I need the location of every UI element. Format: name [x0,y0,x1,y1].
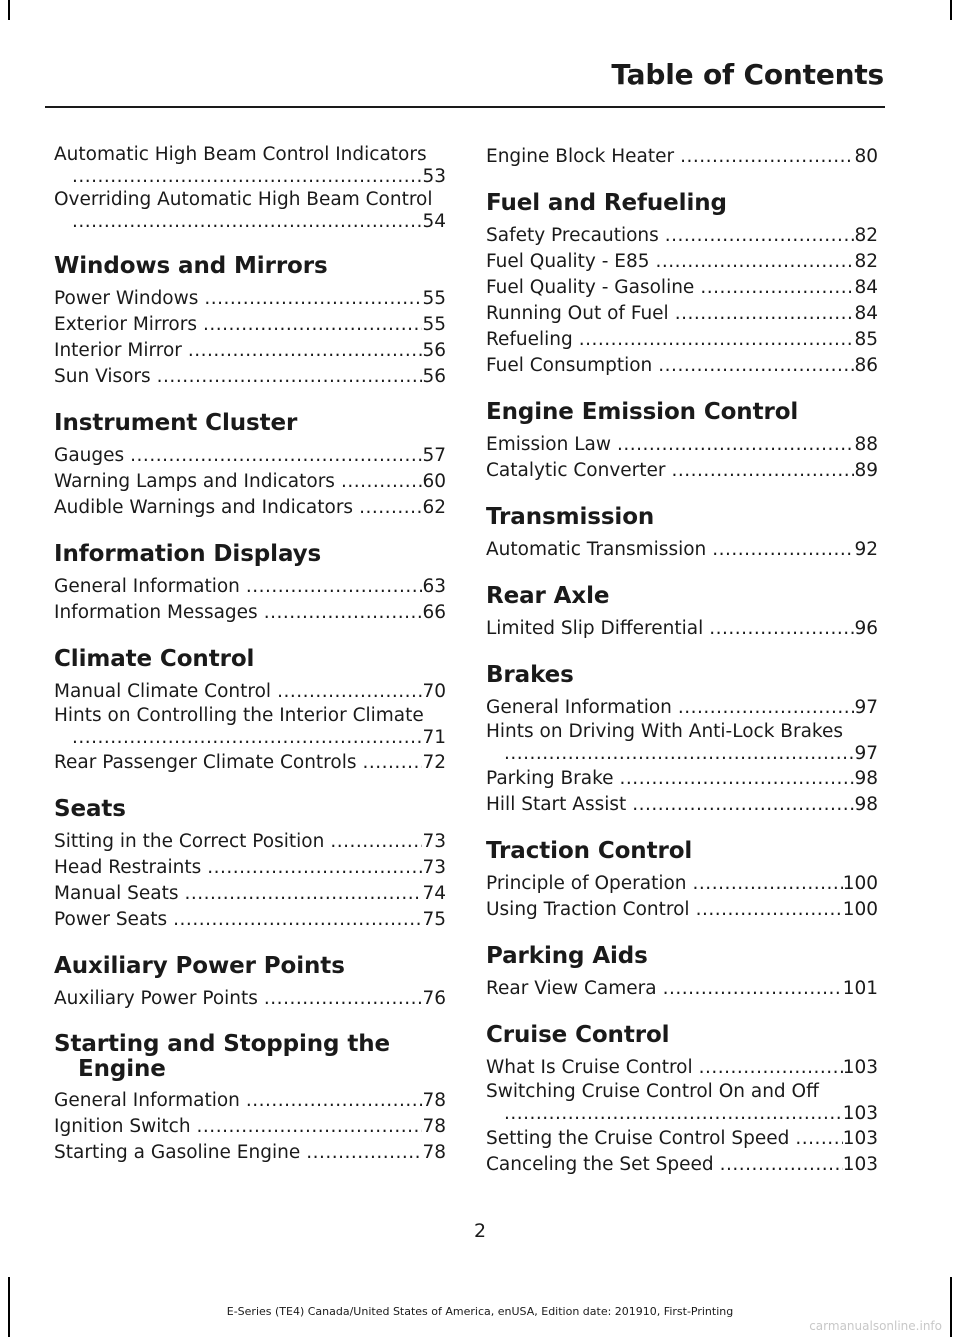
toc-entry-title: General Information [486,697,672,718]
toc-entry-title: Rear Passenger Climate Controls [54,752,357,773]
toc-entry-page: 103 [842,1103,878,1124]
toc-entry-title: Automatic Transmission [486,539,707,560]
toc-entry[interactable] [486,1152,878,1178]
toc-entry-page: 101 [842,978,878,999]
toc-entry-title: Automatic High Beam Control Indicators [54,144,427,165]
toc-entry-title: Hints on Driving With Anti-Lock Brakes [486,721,844,742]
section-heading-text: Instrument Cluster [54,410,298,436]
dot-leader [207,855,422,881]
toc-entry-page: 100 [842,873,878,894]
toc-entry-page: 66 [422,602,446,623]
toc-entry[interactable] [486,766,878,792]
toc-entry-title: Engine Block Heater [486,146,675,167]
section-heading-text: Windows and Mirrors [54,253,328,279]
section-heading[interactable] [54,541,446,568]
dot-leader [709,616,854,642]
toc-entry-page: 71 [422,727,446,748]
section-heading-text: Information Displays [54,541,322,567]
dot-leader [72,727,422,749]
toc-entry-page: 73 [422,831,446,852]
section-heading-text: Brakes [486,662,574,688]
toc-entry[interactable] [54,364,446,390]
toc-entry-page: 103 [842,1128,878,1149]
section-heading[interactable] [486,1022,878,1049]
dot-leader [504,743,854,765]
toc-entry-page: 57 [422,445,446,466]
section-heading[interactable] [486,662,878,689]
toc-entry-page: 85 [854,329,878,350]
toc-entry-title: Hill Start Assist [486,794,627,815]
toc-entry-title: Ignition Switch [54,1116,191,1137]
toc-entry[interactable] [486,353,878,379]
toc-entry-title: Running Out of Fuel [486,303,669,324]
toc-entry[interactable] [54,1114,446,1140]
section-heading[interactable] [54,1032,446,1082]
dot-leader [617,432,854,458]
dot-leader [712,537,854,563]
toc-entry-title: Manual Seats [54,883,179,904]
toc-entry-title: Overriding Automatic High Beam Control [54,189,433,210]
section-heading[interactable] [486,190,878,217]
dot-leader [130,443,422,469]
toc-entry-page: 103 [842,1057,878,1078]
toc-entry[interactable] [486,616,878,642]
toc-entry-title: Canceling the Set Speed [486,1154,714,1175]
dot-leader [663,976,843,1002]
toc-entry-page: 84 [854,303,878,324]
toc-entry-title: Catalytic Converter [486,460,666,481]
toc-entry-title: Power Windows [54,288,199,309]
toc-entry[interactable] [54,144,446,188]
toc-entry-page: 78 [422,1116,446,1137]
toc-entry-page: 73 [422,857,446,878]
toc-entry-page: 86 [854,355,878,376]
toc-entry-title: Fuel Quality - Gasoline [486,277,695,298]
dot-leader [330,829,422,855]
toc-entry-title: Sitting in the Correct Position [54,831,325,852]
toc-entry[interactable] [486,721,878,765]
section-heading[interactable] [54,253,446,280]
toc-entry-title: Fuel Quality - E85 [486,251,650,272]
section-heading-text: Fuel and Refueling [486,190,727,216]
toc-entry-page: 103 [842,1154,878,1175]
toc-entry-title: Sun Visors [54,366,151,387]
dot-leader [246,574,423,600]
toc-entry[interactable] [54,1140,446,1166]
dot-leader [579,327,855,353]
dot-leader [203,312,422,338]
dot-leader [306,1140,422,1166]
toc-entry[interactable] [54,881,446,907]
toc-entry[interactable] [486,432,878,458]
toc-entry-page: 72 [422,752,446,773]
toc-entry[interactable] [486,458,878,484]
toc-entry-page: 97 [854,743,878,764]
toc-entry-page: 80 [854,146,878,167]
toc-entry[interactable] [54,189,446,233]
toc-entry-page: 100 [842,899,878,920]
section-heading-text: Rear Axle [486,583,610,609]
dot-leader [184,881,422,907]
toc-entry[interactable] [486,976,878,1002]
toc-entry-page: 98 [854,794,878,815]
toc-entry[interactable] [54,829,446,855]
toc-entry-title: Information Messages [54,602,258,623]
toc-entry[interactable] [486,871,878,897]
toc-entry-page: 55 [422,288,446,309]
dot-leader [362,750,422,776]
toc-entry[interactable] [486,1081,878,1125]
section-heading[interactable] [486,399,878,426]
page-title: Table of Contents [611,58,884,91]
section-heading-text: Climate Control [54,646,255,672]
toc-entry-title: Rear View Camera [486,978,657,999]
section-heading[interactable] [486,504,878,531]
toc-entry[interactable] [54,312,446,338]
section-heading-text: Cruise Control [486,1022,670,1048]
toc-entry-title: Head Restraints [54,857,202,878]
toc-entry[interactable] [54,469,446,495]
toc-entry-page: 56 [422,366,446,387]
footer-edition-text: E-Series (TE4) Canada/United States of America, enUSA, Edition date: 201910, First-Printing [226,1305,734,1318]
dot-leader [656,249,855,275]
toc-entry[interactable] [54,1088,446,1114]
toc-entry-title: Starting a Gasoline Engine [54,1142,301,1163]
dot-leader [264,600,423,626]
toc-entry-page: 78 [422,1142,446,1163]
dot-leader [197,1114,423,1140]
title-divider [45,106,885,108]
section-heading-text: Parking Aids [486,943,648,969]
toc-entry-title: Hints on Controlling the Interior Climate [54,705,424,726]
dot-leader [72,166,422,188]
dot-leader [693,871,843,897]
toc-entry-title: Parking Brake [486,768,614,789]
dot-leader [675,301,855,327]
dot-leader [157,364,423,390]
toc-entry-page: 82 [854,251,878,272]
section-heading[interactable] [486,583,878,610]
toc-entry-title: Refueling [486,329,573,350]
dot-leader [277,679,422,705]
dot-leader [264,986,423,1012]
toc-entry-page: 53 [422,166,446,187]
toc-entry-title: Switching Cruise Control On and Off [486,1081,819,1102]
dot-leader [795,1126,842,1152]
toc-right-column [486,144,878,1178]
toc-entry-page: 89 [854,460,878,481]
toc-entry-page: 96 [854,618,878,639]
toc-entry[interactable] [54,443,446,469]
toc-entry[interactable] [54,286,446,312]
toc-entry[interactable] [54,338,446,364]
dot-leader [658,353,854,379]
dot-leader [504,1103,843,1125]
crop-mark-top-left [8,0,10,20]
toc-entry[interactable] [54,574,446,600]
section-heading[interactable] [486,838,878,865]
toc-entry[interactable] [486,327,878,353]
toc-entry[interactable] [486,537,878,563]
toc-entry[interactable] [54,750,446,776]
section-heading-text-line2: Engine [78,1056,166,1082]
toc-entry[interactable] [54,705,446,749]
section-heading-text: Starting and Stopping the [54,1031,390,1057]
toc-entry[interactable] [54,495,446,521]
toc-entry[interactable] [486,275,878,301]
toc-entry-page: 84 [854,277,878,298]
watermark: carmanualsonline.info [809,1319,942,1333]
toc-entry[interactable] [54,986,446,1012]
toc-entry-title: Gauges [54,445,125,466]
toc-entry-page: 92 [854,539,878,560]
toc-entry-page: 55 [422,314,446,335]
toc-entry-title: Using Traction Control [486,899,690,920]
section-heading-text: Auxiliary Power Points [54,953,345,979]
toc-entry-title: Auxiliary Power Points [54,988,258,1009]
toc-entry-title: Principle of Operation [486,873,687,894]
section-heading[interactable] [54,953,446,980]
toc-entry-page: 63 [422,576,446,597]
toc-entry-page: 70 [422,681,446,702]
toc-entry-title: General Information [54,576,240,597]
toc-entry-title: Interior Mirror [54,340,182,361]
toc-entry-title: Emission Law [486,434,611,455]
dot-leader [696,897,843,923]
toc-entry[interactable] [486,249,878,275]
toc-entry-page: 56 [422,340,446,361]
toc-entry-title: General Information [54,1090,240,1111]
toc-entry-page: 98 [854,768,878,789]
toc-entry-title: Warning Lamps and Indicators [54,471,335,492]
toc-entry-page: 97 [854,697,878,718]
toc-entry-page: 54 [422,211,446,232]
page-number: 2 [473,1220,487,1242]
toc-entry[interactable] [486,897,878,923]
toc-entry-page: 75 [422,909,446,930]
dot-leader [341,469,423,495]
toc-entry-title: Audible Warnings and Indicators [54,497,354,518]
toc-entry-page: 82 [854,225,878,246]
section-heading-text: Transmission [486,504,655,530]
toc-entry[interactable] [486,1126,878,1152]
dot-leader [680,144,854,170]
section-heading-text: Seats [54,796,126,822]
crop-mark-top-right [950,0,952,20]
toc-entry[interactable] [486,301,878,327]
toc-entry-title: Setting the Cruise Control Speed [486,1128,790,1149]
dot-leader [720,1152,843,1178]
toc-entry-title: Power Seats [54,909,168,930]
dot-leader [678,695,855,721]
toc-entry[interactable] [486,223,878,249]
toc-entry[interactable] [54,855,446,881]
toc-entry[interactable] [54,679,446,705]
toc-entry-title: Fuel Consumption [486,355,653,376]
dot-leader [246,1088,423,1114]
dot-leader [188,338,423,364]
dot-leader [665,223,855,249]
toc-entry-title: Exterior Mirrors [54,314,197,335]
dot-leader [620,766,855,792]
section-heading[interactable] [54,646,446,673]
toc-entry[interactable] [486,695,878,721]
toc-entry-title: Limited Slip Differential [486,618,704,639]
dot-leader [204,286,422,312]
toc-entry-title: Safety Precautions [486,225,659,246]
section-heading-text: Traction Control [486,838,693,864]
toc-entry-page: 74 [422,883,446,904]
section-heading-text: Engine Emission Control [486,399,799,425]
section-heading[interactable] [54,410,446,437]
dot-leader [72,211,422,233]
toc-entry-title: Manual Climate Control [54,681,272,702]
toc-entry-page: 78 [422,1090,446,1111]
toc-entry-page: 62 [422,497,446,518]
toc-entry[interactable] [54,600,446,626]
dot-leader [632,792,854,818]
toc-left-column [54,144,446,1166]
toc-entry[interactable] [54,907,446,933]
toc-entry-title: What Is Cruise Control [486,1057,693,1078]
section-heading[interactable] [54,796,446,823]
dot-leader [700,275,854,301]
toc-entry-page: 76 [422,988,446,1009]
toc-entry[interactable] [486,144,878,170]
toc-entry-page: 88 [854,434,878,455]
toc-entry-page: 60 [422,471,446,492]
dot-leader [173,907,422,933]
toc-entry[interactable] [486,1055,878,1081]
toc-entry[interactable] [486,792,878,818]
dot-leader [359,495,422,521]
dot-leader [672,458,855,484]
dot-leader [699,1055,843,1081]
section-heading[interactable] [486,943,878,970]
